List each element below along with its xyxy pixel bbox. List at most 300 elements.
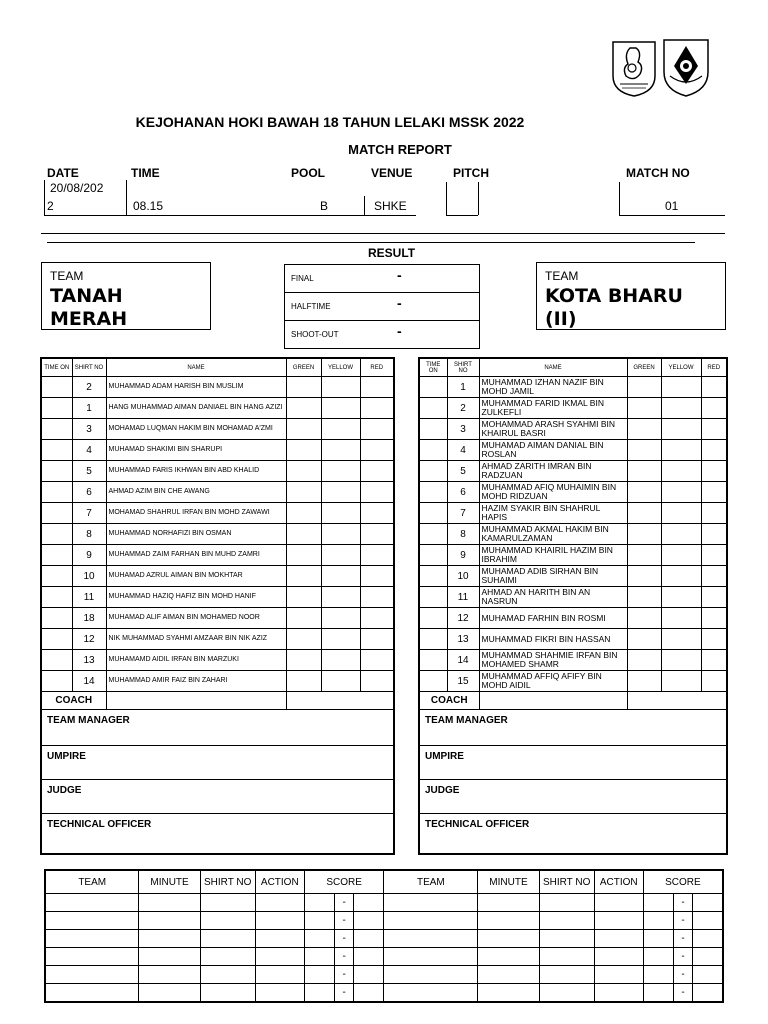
- green-card-cell[interactable]: [627, 566, 661, 587]
- player-name-cell: MUHAMMAD IZHAN NAZIF BIN MOHD JAMIL: [479, 377, 627, 398]
- shirt-no-cell: 10: [447, 566, 479, 587]
- time-on-cell[interactable]: [419, 629, 447, 650]
- left-team-name-line1: TANAH: [50, 285, 123, 307]
- score-shirt-no-cell[interactable]: [539, 894, 594, 912]
- yellow-card-cell[interactable]: [321, 608, 360, 629]
- yellow-card-cell[interactable]: [321, 440, 360, 461]
- score-away-cell[interactable]: [692, 948, 723, 966]
- red-card-cell[interactable]: [701, 608, 727, 629]
- score-shirt-no-cell[interactable]: [200, 912, 255, 930]
- score-home-cell[interactable]: [643, 894, 674, 912]
- score-shirt-no-cell[interactable]: [539, 966, 594, 984]
- score-shirt-no-cell[interactable]: [200, 930, 255, 948]
- time-on-cell[interactable]: [419, 440, 447, 461]
- score-away-cell[interactable]: [353, 912, 384, 930]
- left-coach-label: COACH: [41, 692, 106, 710]
- score-minute-cell[interactable]: [478, 984, 539, 1003]
- time-on-cell[interactable]: [419, 566, 447, 587]
- red-card-cell[interactable]: [701, 377, 727, 398]
- time-on-cell[interactable]: [419, 587, 447, 608]
- pool-value: B: [320, 199, 329, 213]
- time-on-cell[interactable]: [419, 671, 447, 692]
- yellow-card-cell[interactable]: [321, 545, 360, 566]
- player-row: [41, 482, 394, 503]
- time-on-cell[interactable]: [41, 587, 72, 608]
- yellow-card-cell[interactable]: [321, 629, 360, 650]
- green-card-cell[interactable]: [286, 377, 321, 398]
- score-shirt-no-cell[interactable]: [539, 984, 594, 1003]
- score-minute-cell[interactable]: [139, 930, 200, 948]
- time-on-cell[interactable]: [419, 398, 447, 419]
- yellow-card-cell[interactable]: [661, 629, 701, 650]
- time-on-cell[interactable]: [41, 629, 72, 650]
- score-team-cell[interactable]: [45, 948, 139, 966]
- red-card-cell[interactable]: [701, 461, 727, 482]
- yellow-header: YELLOW: [661, 358, 701, 377]
- green-card-cell[interactable]: [286, 461, 321, 482]
- green-card-cell[interactable]: [286, 482, 321, 503]
- score-shirt-no-cell[interactable]: [539, 948, 594, 966]
- player-name-cell: MUHAMMAD SHAHMIE IRFAN BIN MOHAMED SHAMR: [479, 650, 627, 671]
- green-card-cell[interactable]: [286, 650, 321, 671]
- score-away-cell[interactable]: [353, 948, 384, 966]
- score-home-cell[interactable]: [643, 984, 674, 1003]
- yellow-card-cell[interactable]: [661, 671, 701, 692]
- score-dash: -: [674, 948, 692, 966]
- right-coach-field[interactable]: [479, 692, 627, 710]
- score-action-header: ACTION: [255, 870, 304, 894]
- right-judge: JUDGE: [419, 780, 727, 814]
- yellow-card-cell[interactable]: [321, 650, 360, 671]
- score-team-cell[interactable]: [45, 912, 139, 930]
- time-on-cell[interactable]: [41, 377, 72, 398]
- green-card-cell[interactable]: [286, 587, 321, 608]
- green-card-cell[interactable]: [286, 608, 321, 629]
- venue-value: SHKE: [374, 199, 407, 213]
- time-on-cell[interactable]: [41, 419, 72, 440]
- shirt-no-cell: 10: [72, 566, 106, 587]
- yellow-card-cell[interactable]: [661, 608, 701, 629]
- green-card-cell[interactable]: [627, 545, 661, 566]
- result-shootout-label: SHOOT-OUT: [291, 330, 339, 339]
- red-card-cell[interactable]: [360, 566, 394, 587]
- time-on-cell[interactable]: [41, 461, 72, 482]
- yellow-card-cell[interactable]: [661, 461, 701, 482]
- score-away-cell[interactable]: [353, 930, 384, 948]
- result-halftime-label: HALFTIME: [291, 302, 331, 311]
- red-card-cell[interactable]: [701, 503, 727, 524]
- player-row: [41, 566, 394, 587]
- red-card-cell[interactable]: [360, 629, 394, 650]
- yellow-card-cell[interactable]: [661, 524, 701, 545]
- score-team-cell[interactable]: [384, 948, 478, 966]
- score-score-header: SCORE: [304, 870, 384, 894]
- time-on-cell[interactable]: [419, 377, 447, 398]
- score-dash: -: [674, 966, 692, 984]
- yellow-card-cell[interactable]: [661, 545, 701, 566]
- right-umpire: UMPIRE: [419, 746, 727, 780]
- score-score-header: SCORE: [643, 870, 723, 894]
- player-name-cell: MUHAMAD AZRUL AIMAN BIN MOKHTAR: [106, 566, 286, 587]
- player-name-cell: AHMAD AN HARITH BIN AN NASRUN: [479, 587, 627, 608]
- red-card-cell[interactable]: [360, 482, 394, 503]
- score-dash: -: [674, 930, 692, 948]
- player-row: [41, 608, 394, 629]
- red-card-cell[interactable]: [360, 545, 394, 566]
- tournament-title: KEJOHANAN HOKI BAWAH 18 TAHUN LELAKI MSSK 2022: [135, 114, 525, 130]
- score-home-cell[interactable]: [304, 930, 335, 948]
- red-card-cell[interactable]: [360, 650, 394, 671]
- score-minute-cell[interactable]: [139, 984, 200, 1003]
- shirt-no-cell: 9: [447, 545, 479, 566]
- player-row: [419, 503, 727, 524]
- red-card-cell[interactable]: [360, 671, 394, 692]
- score-action-cell[interactable]: [255, 912, 304, 930]
- venue-label: VENUE: [371, 166, 413, 180]
- player-name-cell: MUHAMMAD AFIQ MUHAIMIN BIN MOHD RIDZUAN: [479, 482, 627, 503]
- score-row: [45, 984, 723, 1003]
- green-card-cell[interactable]: [627, 671, 661, 692]
- date-value-line1: 20/08/202: [50, 181, 104, 195]
- score-dash: -: [335, 948, 353, 966]
- score-home-cell[interactable]: [643, 948, 674, 966]
- left-technical-officer: TECHNICAL OFFICER: [41, 814, 394, 855]
- player-row: [41, 629, 394, 650]
- green-card-cell[interactable]: [627, 377, 661, 398]
- red-card-cell[interactable]: [701, 398, 727, 419]
- time-value: 08.15: [133, 199, 164, 213]
- score-home-cell[interactable]: [643, 966, 674, 984]
- green-card-cell[interactable]: [627, 419, 661, 440]
- score-dash: -: [335, 984, 353, 1003]
- green-card-cell[interactable]: [286, 566, 321, 587]
- player-row: [41, 377, 394, 398]
- player-name-cell: AHMAD ZARITH IMRAN BIN RADZUAN: [479, 461, 627, 482]
- yellow-card-cell[interactable]: [321, 398, 360, 419]
- score-away-cell[interactable]: [353, 966, 384, 984]
- yellow-card-cell[interactable]: [661, 377, 701, 398]
- time-on-cell[interactable]: [41, 608, 72, 629]
- red-card-cell[interactable]: [701, 524, 727, 545]
- score-action-cell[interactable]: [594, 984, 643, 1003]
- report-subtitle: MATCH REPORT: [348, 142, 452, 157]
- player-row: [419, 461, 727, 482]
- player-row: [41, 503, 394, 524]
- time-on-cell[interactable]: [41, 650, 72, 671]
- red-card-cell[interactable]: [360, 524, 394, 545]
- date-label: DATE: [47, 166, 79, 180]
- green-card-cell[interactable]: [286, 419, 321, 440]
- player-row: [419, 377, 727, 398]
- yellow-card-cell[interactable]: [661, 419, 701, 440]
- shirt-no-cell: 8: [447, 524, 479, 545]
- player-name-cell: MUHAMAD SHAKIMI BIN SHARUPI: [106, 440, 286, 461]
- score-home-cell[interactable]: [304, 894, 335, 912]
- right-roster-table: [418, 357, 728, 855]
- red-card-cell[interactable]: [701, 440, 727, 461]
- red-card-cell[interactable]: [360, 398, 394, 419]
- player-name-cell: MUHAMMAD FARID IKMAL BIN ZULKEFLI: [479, 398, 627, 419]
- player-row: [419, 398, 727, 419]
- score-action-cell[interactable]: [255, 984, 304, 1003]
- score-team-cell[interactable]: [45, 930, 139, 948]
- score-action-cell[interactable]: [255, 930, 304, 948]
- yellow-card-cell[interactable]: [321, 671, 360, 692]
- time-on-cell[interactable]: [41, 503, 72, 524]
- yellow-card-cell[interactable]: [661, 587, 701, 608]
- player-name-cell: MUHAMMAD FARIS IKHWAN BIN ABD KHALID: [106, 461, 286, 482]
- score-shirt-no-cell[interactable]: [200, 894, 255, 912]
- score-action-cell[interactable]: [255, 948, 304, 966]
- score-away-cell[interactable]: [692, 912, 723, 930]
- yellow-card-cell[interactable]: [321, 587, 360, 608]
- score-away-cell[interactable]: [692, 984, 723, 1003]
- yellow-card-cell[interactable]: [321, 377, 360, 398]
- green-card-cell[interactable]: [627, 440, 661, 461]
- score-team-cell[interactable]: [384, 930, 478, 948]
- score-shirt-no-cell[interactable]: [200, 948, 255, 966]
- player-name-cell: MUHAMAMD AIDIL IRFAN BIN MARZUKI: [106, 650, 286, 671]
- shirt-no-cell: 12: [72, 629, 106, 650]
- red-card-cell[interactable]: [360, 587, 394, 608]
- yellow-card-cell[interactable]: [661, 503, 701, 524]
- right-coach-label: COACH: [419, 692, 479, 710]
- date-value-line2: 2: [47, 199, 54, 213]
- score-away-cell[interactable]: [353, 984, 384, 1003]
- player-name-cell: MUHAMMAD HAZIQ HAFIZ BIN MOHD HANIF: [106, 587, 286, 608]
- left-team-name-line2: MERAH: [50, 308, 128, 330]
- red-card-cell[interactable]: [701, 482, 727, 503]
- yellow-card-cell[interactable]: [321, 461, 360, 482]
- score-minute-cell[interactable]: [478, 894, 539, 912]
- red-card-cell[interactable]: [701, 650, 727, 671]
- time-on-cell[interactable]: [419, 545, 447, 566]
- green-card-cell[interactable]: [286, 398, 321, 419]
- score-away-cell[interactable]: [692, 894, 723, 912]
- score-home-cell[interactable]: [304, 912, 335, 930]
- time-on-cell[interactable]: [419, 650, 447, 671]
- time-on-cell[interactable]: [41, 524, 72, 545]
- player-row: [419, 545, 727, 566]
- score-minute-header: MINUTE: [478, 870, 539, 894]
- left-umpire: UMPIRE: [41, 746, 394, 780]
- score-minute-cell[interactable]: [139, 912, 200, 930]
- score-minute-cell[interactable]: [139, 894, 200, 912]
- red-card-cell[interactable]: [360, 608, 394, 629]
- time-on-cell[interactable]: [419, 482, 447, 503]
- score-minute-cell[interactable]: [139, 966, 200, 984]
- score-action-cell[interactable]: [255, 894, 304, 912]
- score-action-cell[interactable]: [594, 912, 643, 930]
- red-card-cell[interactable]: [701, 545, 727, 566]
- score-minute-cell[interactable]: [478, 948, 539, 966]
- player-row: [419, 629, 727, 650]
- green-card-cell[interactable]: [627, 482, 661, 503]
- player-name-cell: MUHAMMAD NORHAFIZI BIN OSMAN: [106, 524, 286, 545]
- shirt-no-cell: 4: [72, 440, 106, 461]
- score-team-cell[interactable]: [384, 894, 478, 912]
- score-minute-cell[interactable]: [478, 912, 539, 930]
- shirt-no-cell: 18: [72, 608, 106, 629]
- score-action-cell[interactable]: [594, 966, 643, 984]
- score-action-header: ACTION: [594, 870, 643, 894]
- yellow-card-cell[interactable]: [661, 398, 701, 419]
- player-name-cell: MOHAMMAD ARASH SYAHMI BIN KHAIRUL BASRI: [479, 419, 627, 440]
- shirt-no-cell: 6: [447, 482, 479, 503]
- score-home-cell[interactable]: [643, 930, 674, 948]
- time-on-cell[interactable]: [41, 398, 72, 419]
- player-row: [419, 566, 727, 587]
- player-name-cell: NIK MUHAMMAD SYAHMI AMZAAR BIN NIK AZIZ: [106, 629, 286, 650]
- green-card-cell[interactable]: [627, 503, 661, 524]
- red-card-cell[interactable]: [701, 566, 727, 587]
- score-home-cell[interactable]: [304, 966, 335, 984]
- score-team-cell[interactable]: [384, 984, 478, 1003]
- left-team-manager: TEAM MANAGER: [41, 710, 394, 746]
- player-row: [41, 398, 394, 419]
- yellow-card-cell[interactable]: [661, 440, 701, 461]
- red-card-cell[interactable]: [701, 587, 727, 608]
- left-coach-field[interactable]: [106, 692, 286, 710]
- shirt-no-cell: 1: [72, 398, 106, 419]
- score-shirt-no-cell[interactable]: [200, 984, 255, 1003]
- score-away-cell[interactable]: [692, 966, 723, 984]
- shirt-no-cell: 12: [447, 608, 479, 629]
- shirt-no-header: SHIRT NO: [72, 358, 106, 377]
- shirt-no-cell: 13: [72, 650, 106, 671]
- shirt-no-cell: 5: [447, 461, 479, 482]
- player-name-cell: MUHAMMAD ZAIM FARHAN BIN MUHD ZAMRI: [106, 545, 286, 566]
- score-home-cell[interactable]: [643, 912, 674, 930]
- player-row: [41, 524, 394, 545]
- yellow-card-cell[interactable]: [661, 566, 701, 587]
- right-coach-blank: [627, 692, 727, 710]
- time-on-cell[interactable]: [41, 671, 72, 692]
- red-card-cell[interactable]: [360, 461, 394, 482]
- score-team-cell[interactable]: [45, 966, 139, 984]
- green-card-cell[interactable]: [286, 545, 321, 566]
- right-team-label: TEAM: [545, 269, 579, 283]
- time-on-cell[interactable]: [419, 461, 447, 482]
- player-row: [41, 440, 394, 461]
- time-label: TIME: [131, 166, 160, 180]
- green-header: GREEN: [286, 358, 321, 377]
- left-team-name: [50, 285, 127, 330]
- player-name-cell: MUHAMAD ADIB SIRHAN BIN SUHAIMI: [479, 566, 627, 587]
- right-team-name-line2: (II): [545, 308, 577, 330]
- score-minute-cell[interactable]: [139, 948, 200, 966]
- time-on-cell[interactable]: [41, 545, 72, 566]
- shirt-no-cell: 8: [72, 524, 106, 545]
- red-card-cell[interactable]: [360, 377, 394, 398]
- yellow-card-cell[interactable]: [661, 650, 701, 671]
- score-home-cell[interactable]: [304, 948, 335, 966]
- shirt-no-cell: 3: [72, 419, 106, 440]
- score-action-cell[interactable]: [255, 966, 304, 984]
- yellow-card-cell[interactable]: [321, 419, 360, 440]
- player-row: [41, 587, 394, 608]
- time-on-cell[interactable]: [419, 503, 447, 524]
- red-card-cell[interactable]: [701, 419, 727, 440]
- left-coach-blank: [286, 692, 394, 710]
- yellow-card-cell[interactable]: [661, 482, 701, 503]
- score-home-cell[interactable]: [304, 984, 335, 1003]
- yellow-card-cell[interactable]: [321, 566, 360, 587]
- red-card-cell[interactable]: [701, 629, 727, 650]
- score-minute-cell[interactable]: [478, 930, 539, 948]
- shirt-no-cell: 6: [72, 482, 106, 503]
- shirt-no-cell: 11: [447, 587, 479, 608]
- score-team-header: TEAM: [384, 870, 478, 894]
- player-name-cell: HANG MUHAMMAD AIMAN DANIAEL BIN HANG AZIZI: [106, 398, 286, 419]
- score-team-cell[interactable]: [45, 984, 139, 1003]
- time-on-cell[interactable]: [419, 608, 447, 629]
- player-name-cell: MUHAMAD ALIF AIMAN BIN MOHAMED NOOR: [106, 608, 286, 629]
- score-shirt-no-cell[interactable]: [539, 930, 594, 948]
- score-action-cell[interactable]: [594, 930, 643, 948]
- green-card-cell[interactable]: [627, 398, 661, 419]
- green-card-cell[interactable]: [627, 650, 661, 671]
- green-card-cell[interactable]: [286, 671, 321, 692]
- score-team-cell[interactable]: [45, 894, 139, 912]
- red-card-cell[interactable]: [360, 419, 394, 440]
- red-card-cell[interactable]: [360, 503, 394, 524]
- green-card-cell[interactable]: [286, 440, 321, 461]
- time-on-cell[interactable]: [41, 482, 72, 503]
- green-card-cell[interactable]: [627, 524, 661, 545]
- shirt-no-cell: 14: [72, 671, 106, 692]
- score-away-cell[interactable]: [692, 930, 723, 948]
- red-card-cell[interactable]: [360, 440, 394, 461]
- time-on-cell[interactable]: [41, 566, 72, 587]
- time-on-cell[interactable]: [419, 524, 447, 545]
- player-row: [419, 671, 727, 692]
- green-card-cell[interactable]: [627, 608, 661, 629]
- score-row: [45, 930, 723, 948]
- score-team-cell[interactable]: [384, 912, 478, 930]
- score-action-cell[interactable]: [594, 894, 643, 912]
- player-name-cell: MUHAMAD AIMAN DANIAL BIN ROSLAN: [479, 440, 627, 461]
- score-dash: -: [674, 912, 692, 930]
- red-header: RED: [701, 358, 727, 377]
- result-final-box: [284, 264, 480, 293]
- green-card-cell[interactable]: [286, 629, 321, 650]
- score-away-cell[interactable]: [353, 894, 384, 912]
- player-row: [41, 545, 394, 566]
- green-card-cell[interactable]: [627, 629, 661, 650]
- score-team-cell[interactable]: [384, 966, 478, 984]
- red-card-cell[interactable]: [701, 671, 727, 692]
- score-shirt-no-cell[interactable]: [200, 966, 255, 984]
- yellow-card-cell[interactable]: [321, 503, 360, 524]
- green-card-cell[interactable]: [627, 461, 661, 482]
- time-on-cell[interactable]: [419, 419, 447, 440]
- green-card-cell[interactable]: [286, 503, 321, 524]
- result-halftime-box: [284, 292, 480, 321]
- green-card-cell[interactable]: [286, 524, 321, 545]
- time-on-cell[interactable]: [41, 440, 72, 461]
- green-card-cell[interactable]: [627, 587, 661, 608]
- score-action-cell[interactable]: [594, 948, 643, 966]
- player-row: [41, 671, 394, 692]
- player-name-cell: MOHAMAD SHAHRUL IRFAN BIN MOHD ZAWAWI: [106, 503, 286, 524]
- score-shirt-no-cell[interactable]: [539, 912, 594, 930]
- player-name-cell: MUHAMMAD AMIR FAIZ BIN ZAHARI: [106, 671, 286, 692]
- player-row: [419, 524, 727, 545]
- score-minute-cell[interactable]: [478, 966, 539, 984]
- yellow-card-cell[interactable]: [321, 524, 360, 545]
- yellow-card-cell[interactable]: [321, 482, 360, 503]
